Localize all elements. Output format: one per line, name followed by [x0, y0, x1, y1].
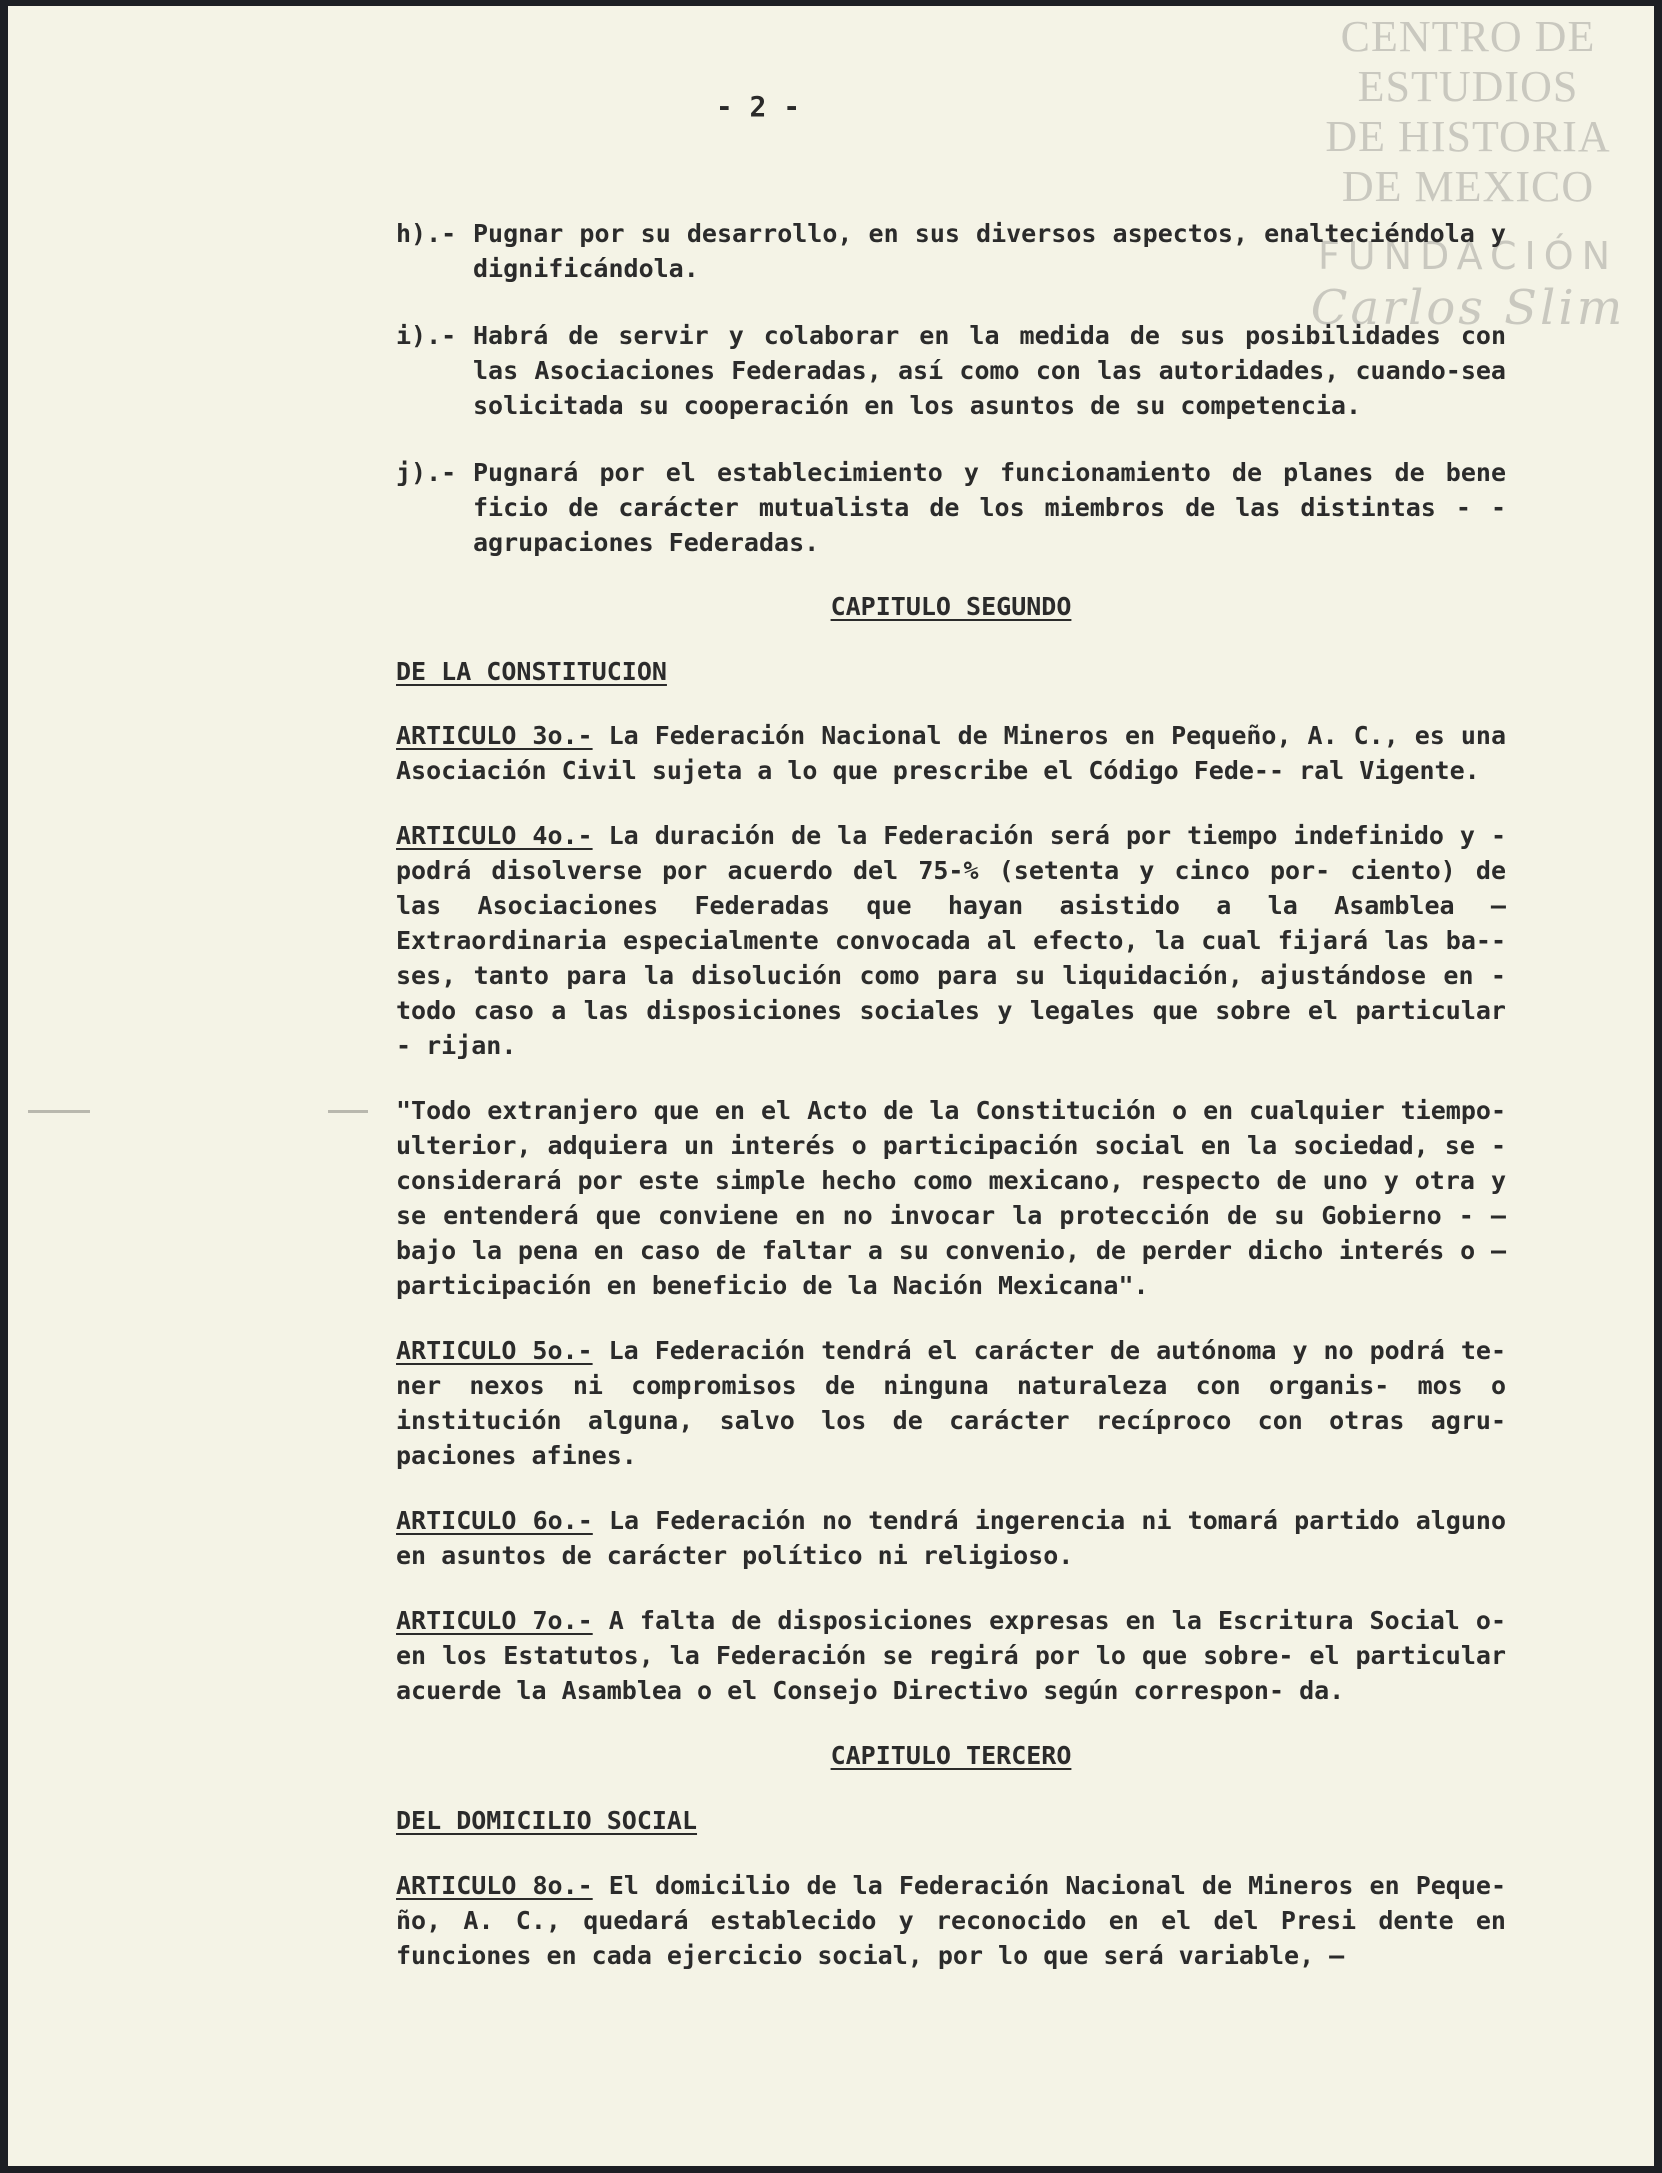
section-title: DE LA CONSTITUCION — [396, 657, 667, 686]
article-5 — [396, 1333, 1506, 1473]
article-label: ARTICULO 4o.- — [396, 821, 593, 850]
section-heading — [396, 654, 1506, 689]
article-label: ARTICULO 6o.- — [396, 1506, 593, 1535]
article-text: El domicilio de la Federación Nacional de Mineros en Peque- ño, A. C., quedará establecido y reconocido en el del Presi dente en funciones en cada ejercicio social, por lo que será variable, — — [396, 1871, 1506, 1970]
list-item-label: i).- — [396, 321, 457, 350]
watermark-line: CENTRO DE — [1340, 12, 1596, 61]
document-body — [396, 216, 1506, 1973]
margin-mark-inner — [328, 1110, 368, 1113]
list-item-label: h).- — [396, 219, 457, 248]
article-text: La Federación Nacional de Mineros en Pequeño, A. C., es una Asociación Civil sujeta a lo que prescribe el Código Fede-- ral Vigente. — [396, 721, 1506, 785]
article-text: La Federación no tendrá ingerencia ni tomará partido alguno en asuntos de carácter político ni religioso. — [396, 1506, 1506, 1570]
chapter-heading — [396, 589, 1506, 624]
chapter-title: CAPITULO SEGUNDO — [830, 592, 1072, 621]
article-3 — [396, 718, 1506, 788]
article-text: La Federación tendrá el carácter de autónoma y no podrá te- ner nexos ni compromisos de ninguna naturaleza con organis- mos o institución alguna, salvo los de carácter recíproco con otras agru- paciones afines. — [396, 1336, 1506, 1470]
section-heading — [396, 1803, 1506, 1838]
article-text: La duración de la Federación será por tiempo indefinido y - podrá disolverse por acuerdo del 75-% (setenta y cinco por- ciento) de las Asociaciones Federadas que hayan asistido a la Asamblea — Extraordinaria especialmente convocada al efecto, la cual fijará las ba-- ses, tanto para la disolución como para su liquidación, ajustándose en - todo caso a las disposiciones sociales y legales que sobre el particular - rijan. — [396, 821, 1506, 1060]
list-item-text: Pugnar por su desarrollo, en sus diversos aspectos, enalteciéndola y dignificándola. — [473, 219, 1506, 283]
watermark-line: ESTUDIOS — [1357, 62, 1579, 111]
article-label: ARTICULO 5o.- — [396, 1336, 593, 1365]
list-item-label: j).- — [396, 458, 457, 487]
article-text: A falta de disposiciones expresas en la Escritura Social o- en los Estatutos, la Federación se regirá por lo que sobre- el particular acuerde la Asamblea o el Consejo Directivo según correspon- da. — [396, 1606, 1506, 1705]
list-item — [396, 216, 1506, 286]
article-label: ARTICULO 7o.- — [396, 1606, 593, 1635]
section-title: DEL DOMICILIO SOCIAL — [396, 1806, 698, 1835]
page-number: - 2 - — [715, 90, 801, 123]
document-page — [8, 6, 1654, 2166]
list-item — [396, 455, 1506, 560]
foreigner-clause: "Todo extranjero que en el Acto de la Constitución o en cualquier tiempo- ulterior, adquiera un interés o participación social en la sociedad, se - considerará por este simple hecho como mexicano, respecto de uno y otra y se entenderá que conviene en no invocar la protección de su Gobierno - — bajo la pena en caso de faltar a su convenio, de perder dicho interés o — participación en beneficio de la Nación Mexicana". — [396, 1096, 1506, 1300]
watermark-line: DE MEXICO — [1341, 162, 1595, 211]
article-label: ARTICULO 8o.- — [396, 1871, 593, 1900]
margin-mark-left — [28, 1110, 90, 1113]
chapter-heading — [396, 1738, 1506, 1773]
article-label: ARTICULO 3o.- — [396, 721, 593, 750]
watermark-foundation: FUNDACIÓN — [1317, 234, 1619, 278]
list-item — [396, 318, 1506, 423]
watermark-line: DE HISTORIA — [1325, 112, 1611, 161]
list-item-text: Pugnará por el establecimiento y funcionamiento de planes de bene ficio de carácter mutualista de los miembros de las distintas - - agrupaciones Federadas. — [473, 458, 1506, 557]
chapter-title: CAPITULO TERCERO — [830, 1741, 1072, 1770]
article-8 — [396, 1868, 1506, 1973]
list-item-text: Habrá de servir y colaborar en la medida de sus posibilidades con las Asociaciones Federadas, así como con las autoridades, cuando-sea solicitada su cooperación en los asuntos de su competencia. — [473, 321, 1506, 420]
article-4 — [396, 818, 1506, 1063]
watermark-signature: Carlos Slim — [1310, 280, 1626, 336]
article-7 — [396, 1603, 1506, 1708]
article-6 — [396, 1503, 1506, 1573]
